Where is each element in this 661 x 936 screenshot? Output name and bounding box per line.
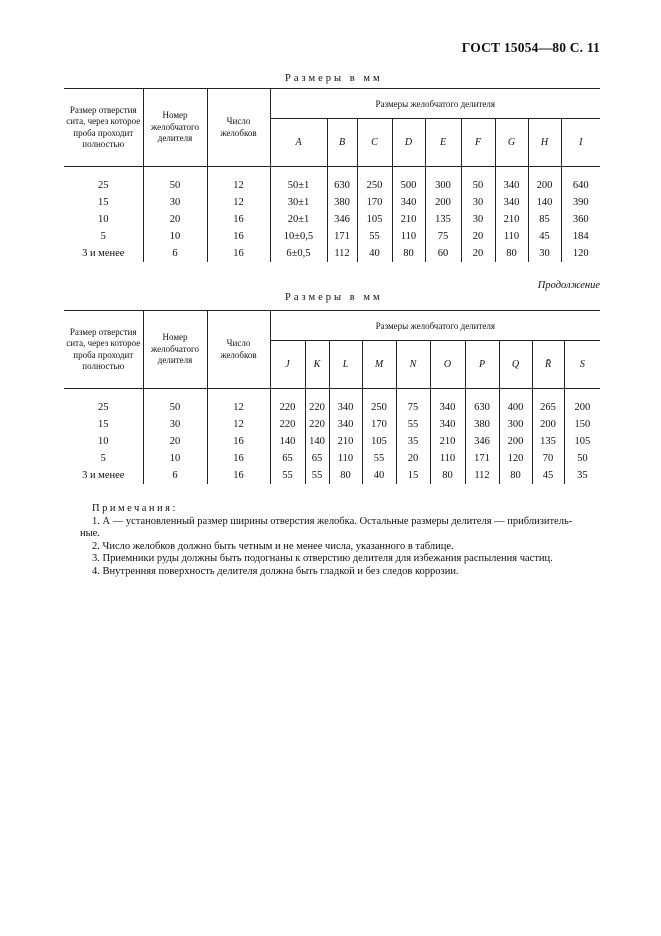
table-cell: 380 bbox=[327, 194, 357, 211]
table-cell: 171 bbox=[465, 450, 499, 467]
table-cell: 250 bbox=[362, 389, 396, 417]
table-cell: 55 bbox=[362, 450, 396, 467]
table-cell: 380 bbox=[465, 416, 499, 433]
units-label-1: Размеры в мм bbox=[285, 73, 383, 84]
table-cell: 140 bbox=[270, 433, 305, 450]
table-cell: 10 bbox=[143, 450, 207, 467]
divider-dimensions-header: Размеры желобчатого делителя bbox=[270, 89, 600, 119]
table-cell: 250 bbox=[357, 167, 392, 195]
table-cell: 20 bbox=[396, 450, 430, 467]
table-cell: 12 bbox=[207, 416, 270, 433]
table-cell: 75 bbox=[396, 389, 430, 417]
col-e-header: E bbox=[425, 119, 461, 167]
table-cell: 220 bbox=[270, 416, 305, 433]
table-cell: 630 bbox=[327, 167, 357, 195]
col-q-header: Q bbox=[499, 341, 532, 389]
table-row bbox=[64, 245, 600, 262]
table-cell: 20 bbox=[461, 245, 495, 262]
table-cell: 12 bbox=[207, 167, 270, 195]
table-cell: 110 bbox=[430, 450, 465, 467]
table-cell: 170 bbox=[357, 194, 392, 211]
table-cell: 40 bbox=[357, 245, 392, 262]
table-cell: 85 bbox=[528, 211, 561, 228]
table-cell: 112 bbox=[465, 467, 499, 484]
table-row bbox=[64, 194, 600, 211]
divider-dimensions-header: Размеры желобчатого делителя bbox=[270, 311, 600, 341]
table-cell: 20 bbox=[461, 228, 495, 245]
table-cell: 55 bbox=[305, 467, 329, 484]
table-cell: 10 bbox=[143, 228, 207, 245]
table-cell: 16 bbox=[207, 433, 270, 450]
table-cell: 110 bbox=[392, 228, 425, 245]
table-cell: 80 bbox=[499, 467, 532, 484]
table-cell: 10 bbox=[64, 211, 143, 228]
table-cell: 265 bbox=[532, 389, 564, 417]
table-cell: 140 bbox=[528, 194, 561, 211]
col-f-header: F bbox=[461, 119, 495, 167]
table-cell: 50 bbox=[461, 167, 495, 195]
table-cell: 3 и менее bbox=[64, 245, 143, 262]
table-cell: 340 bbox=[495, 194, 528, 211]
table-cell: 340 bbox=[430, 416, 465, 433]
table-cell: 400 bbox=[499, 389, 532, 417]
col-l-header: L bbox=[329, 341, 362, 389]
table-row bbox=[64, 228, 600, 245]
table-cell: 210 bbox=[329, 433, 362, 450]
table-cell: 25 bbox=[64, 389, 143, 417]
table-cell: 10±0,5 bbox=[270, 228, 327, 245]
table-cell: 45 bbox=[532, 467, 564, 484]
table-cell: 210 bbox=[430, 433, 465, 450]
table-cell: 640 bbox=[572, 180, 589, 191]
table-cell: 200 bbox=[528, 167, 561, 195]
table-cell: 30 bbox=[143, 416, 207, 433]
col-r-header: R̄ bbox=[532, 341, 564, 389]
table-cell: 120 bbox=[499, 450, 532, 467]
table-cell: 55 bbox=[357, 228, 392, 245]
table-cell: 3 и менее bbox=[64, 467, 143, 484]
table-cell: 340 bbox=[329, 416, 362, 433]
units-label-2: Размеры в мм bbox=[285, 292, 383, 303]
table-cell: 12 bbox=[207, 389, 270, 417]
table-cell: 120 bbox=[572, 248, 589, 259]
note-1: 1. А — установленный размер ширины отверстия желобка. Остальные размеры делителя — приблизитель- bbox=[92, 515, 573, 527]
table-cell: 6±0,5 bbox=[270, 245, 327, 262]
table-cell: 340 bbox=[495, 167, 528, 195]
table-cell: 110 bbox=[495, 228, 528, 245]
table-cell: 16 bbox=[207, 245, 270, 262]
table-cell: 200 bbox=[499, 433, 532, 450]
table-cell: 112 bbox=[327, 245, 357, 262]
table-cell: 5 bbox=[64, 450, 143, 467]
table-cell: 16 bbox=[207, 211, 270, 228]
table-row bbox=[64, 433, 600, 450]
divider-number-header: Номер желобчатого делителя bbox=[143, 311, 207, 389]
note-4: 4. Внутренняя поверхность делителя должна быть гладкой и без следов коррозии. bbox=[92, 565, 459, 577]
table-cell: 80 bbox=[392, 245, 425, 262]
table-cell: 55 bbox=[270, 467, 305, 484]
note-3: 3. Приемники руды должны быть подогнаны к отверстию делителя для избежания распыления частиц. bbox=[92, 553, 553, 564]
table-cell: 80 bbox=[430, 467, 465, 484]
table-cell: 340 bbox=[392, 194, 425, 211]
col-s-header: S bbox=[564, 341, 600, 389]
table-cell: 140 bbox=[305, 433, 329, 450]
table-row bbox=[64, 389, 600, 417]
col-a-header: A bbox=[270, 119, 327, 167]
table-cell: 45 bbox=[528, 228, 561, 245]
table-cell: 200 bbox=[532, 416, 564, 433]
table-row bbox=[64, 467, 600, 484]
col-k-header: K bbox=[305, 341, 329, 389]
chute-count-header: Число желобков bbox=[207, 89, 270, 167]
table-cell: 16 bbox=[207, 450, 270, 467]
table-cell: 16 bbox=[207, 467, 270, 484]
table-cell: 200 bbox=[425, 194, 461, 211]
table-cell: 50 bbox=[143, 389, 207, 417]
table-cell: 65 bbox=[305, 450, 329, 467]
table-cell: 12 bbox=[207, 194, 270, 211]
table-cell: 220 bbox=[305, 416, 329, 433]
table-cell: 50±1 bbox=[270, 167, 327, 195]
notes-section bbox=[80, 503, 602, 578]
table-cell: 5 bbox=[64, 228, 143, 245]
col-n-header: N bbox=[396, 341, 430, 389]
table-cell: 6 bbox=[143, 467, 207, 484]
notes-title: Примечания: bbox=[92, 503, 178, 514]
table-cell: 346 bbox=[465, 433, 499, 450]
table-row bbox=[64, 167, 600, 195]
table-cell: 135 bbox=[425, 211, 461, 228]
table-cell: 30 bbox=[528, 245, 561, 262]
table-cell: 20 bbox=[143, 211, 207, 228]
table-cell: 200 bbox=[574, 402, 591, 413]
note-2: 2. Число желобков должно быть четным и не менее числа, указанного в таблице. bbox=[92, 540, 454, 552]
table-cell: 500 bbox=[392, 167, 425, 195]
table-cell: 35 bbox=[396, 433, 430, 450]
dimensions-table-1 bbox=[64, 88, 600, 262]
table-cell: 210 bbox=[495, 211, 528, 228]
table-cell: 35 bbox=[577, 470, 588, 481]
table-cell: 110 bbox=[329, 450, 362, 467]
table-cell: 16 bbox=[207, 228, 270, 245]
table-cell: 210 bbox=[392, 211, 425, 228]
col-b-header: B bbox=[327, 119, 357, 167]
col-g-header: G bbox=[495, 119, 528, 167]
table-cell: 170 bbox=[362, 416, 396, 433]
table-cell: 20 bbox=[143, 433, 207, 450]
table-cell: 340 bbox=[430, 389, 465, 417]
col-m-header: M bbox=[362, 341, 396, 389]
table-cell: 184 bbox=[572, 231, 589, 242]
col-d-header: D bbox=[392, 119, 425, 167]
table-cell: 60 bbox=[425, 245, 461, 262]
dimensions-table-2 bbox=[64, 310, 600, 484]
sieve-size-header: Размер отверстия сита, через которое проба проходит полностью bbox=[64, 89, 143, 167]
table-cell: 30 bbox=[461, 194, 495, 211]
page-header: ГОСТ 15054—80 С. 11 bbox=[461, 40, 600, 55]
table-cell: 10 bbox=[64, 433, 143, 450]
note-1-continued: ные. bbox=[80, 528, 100, 539]
col-c-header: C bbox=[357, 119, 392, 167]
continuation-label: Продолжение bbox=[537, 280, 600, 291]
table-cell: 75 bbox=[425, 228, 461, 245]
table-cell: 30 bbox=[143, 194, 207, 211]
table-cell: 25 bbox=[64, 167, 143, 195]
table-cell: 150 bbox=[574, 419, 591, 430]
table-row bbox=[64, 416, 600, 433]
table-row bbox=[64, 450, 600, 467]
table-cell: 30±1 bbox=[270, 194, 327, 211]
table-cell: 171 bbox=[327, 228, 357, 245]
table-cell: 50 bbox=[143, 167, 207, 195]
table-cell: 300 bbox=[499, 416, 532, 433]
table-cell: 80 bbox=[495, 245, 528, 262]
table-cell: 55 bbox=[396, 416, 430, 433]
table-cell: 15 bbox=[64, 194, 143, 211]
table-cell: 20±1 bbox=[270, 211, 327, 228]
table-cell: 50 bbox=[577, 453, 588, 464]
table-cell: 105 bbox=[574, 436, 591, 447]
table-cell: 70 bbox=[532, 450, 564, 467]
col-h-header: H bbox=[528, 119, 561, 167]
table-cell: 360 bbox=[572, 214, 589, 225]
table-cell: 105 bbox=[362, 433, 396, 450]
table-cell: 40 bbox=[362, 467, 396, 484]
table-cell: 390 bbox=[572, 197, 589, 208]
chute-count-header: Число желобков bbox=[207, 311, 270, 389]
table-cell: 15 bbox=[64, 416, 143, 433]
table-cell: 340 bbox=[329, 389, 362, 417]
table-cell: 80 bbox=[329, 467, 362, 484]
col-p-header: P bbox=[465, 341, 499, 389]
table-cell: 6 bbox=[143, 245, 207, 262]
table-cell: 105 bbox=[357, 211, 392, 228]
sieve-size-header: Размер отверстия сита, через которое проба проходит полностью bbox=[64, 311, 143, 389]
divider-number-header: Номер желобчатого делителя bbox=[143, 89, 207, 167]
table-cell: 346 bbox=[327, 211, 357, 228]
table-cell: 630 bbox=[465, 389, 499, 417]
table-row bbox=[64, 211, 600, 228]
table-cell: 65 bbox=[270, 450, 305, 467]
table-cell: 300 bbox=[425, 167, 461, 195]
table-cell: 30 bbox=[461, 211, 495, 228]
col-j-header: J bbox=[270, 341, 305, 389]
table-cell: 135 bbox=[532, 433, 564, 450]
col-o-header: O bbox=[430, 341, 465, 389]
table-cell: 15 bbox=[396, 467, 430, 484]
table-cell: 220 bbox=[305, 389, 329, 417]
col-i-header: I bbox=[561, 119, 600, 167]
table-cell: 220 bbox=[270, 389, 305, 417]
